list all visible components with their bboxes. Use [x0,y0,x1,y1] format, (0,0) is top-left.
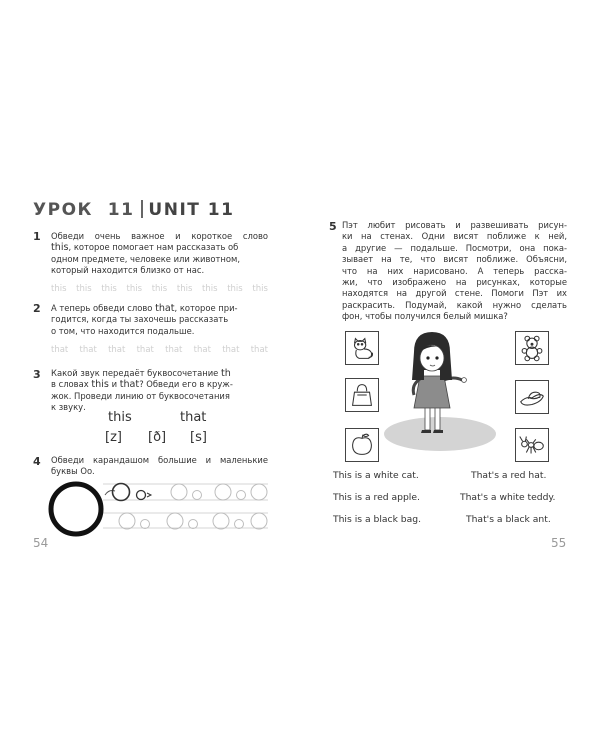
apple-icon [346,429,378,461]
letter-o-practice-svg [45,478,268,540]
cat-picture[interactable] [345,331,379,365]
task-5-line-8: раскрасить. Подумай, какой нужно сделать [342,299,567,310]
task-4-line-2: буквы Oo. [51,466,95,477]
trace-word[interactable]: this [227,284,243,294]
bag-picture[interactable] [345,378,379,412]
sound-z[interactable]: [z] [105,430,122,445]
bag-icon [346,379,378,411]
sentence-red-apple: This is a red apple. [333,492,420,503]
trace-row-that[interactable] [51,345,268,355]
task-2-line-2: годится, когда ты захочешь рассказать [51,314,229,325]
task-3-line-3: жок. Проведи линию от буквосочетания [51,390,230,401]
ant-icon [516,429,548,461]
trace-word[interactable]: that [193,345,211,355]
pat-girl-svg [378,326,498,460]
task-5-line-9: фон, чтобы получился белый мишка? [342,311,508,322]
task-5-line-5: что на них нарисовано. А теперь расска- [342,265,567,276]
task-4-line-1: Обведи карандашом большие и маленькие [51,455,268,465]
task-5-line-4: зывает на те, что висят поближе. Объясни, [342,254,567,265]
task-5-line-7: находятся на другой стене. Помоги Пэт их [342,288,567,299]
keyword-this: this [51,242,69,254]
trace-word[interactable]: this [76,284,92,294]
task-1-line-4: который находится близко от нас. [51,265,205,276]
teddy-bear-picture[interactable] [515,331,549,365]
word-this[interactable]: this [108,410,132,425]
task-5-text [342,220,567,323]
task-5-line-2: ки на стенах. Одни висят поближе к ней, [342,231,567,242]
hat-icon [516,381,548,413]
trace-word[interactable]: this [101,284,117,294]
trace-word[interactable]: that [51,345,69,355]
task-3-line-2: в словах this и that? Обведи его в круж- [51,379,233,391]
page-number-left: 54 [33,536,49,550]
trace-word[interactable]: this [51,284,67,294]
hat-picture[interactable] [515,380,549,414]
keyword-th: th [220,368,231,379]
trace-word[interactable]: that [165,345,183,355]
task-4-text [51,455,268,478]
unit-label: UNIT 11 [148,200,235,220]
lesson-label: УРОК 11 [33,200,135,220]
task-3-line-1: Какой звук передаёт буквосочетание th [51,368,231,379]
task-3-number: 3 [33,368,41,381]
trace-word[interactable]: this [252,284,268,294]
task-2-number: 2 [33,302,41,315]
task-1-line-1: Обведи очень важное и короткое слово [51,231,268,241]
task-1-line-3: одном предмете, человеке или животном, [51,253,241,264]
page-number-right: 55 [551,536,567,550]
cat-icon [346,332,378,364]
word-that[interactable]: that [180,410,207,425]
pat-girl-illustration [378,326,498,460]
task-1-line-2: this, которое помогает нам рассказать об [51,242,239,254]
trace-row-this[interactable] [51,284,268,294]
sentence-white-teddy: That's a white teddy. [460,492,556,503]
task-1-number: 1 [33,230,41,243]
sentence-black-ant: That's a black ant. [466,514,551,525]
trace-word[interactable]: that [250,345,268,355]
task-4-number: 4 [33,455,41,468]
trace-word[interactable]: this [176,284,193,294]
task-5-number: 5 [329,220,337,233]
task-5-line-6: жи, что изображено на рисунках, которые [342,277,567,288]
trace-word[interactable]: this [126,284,143,294]
task-2-text [51,303,268,337]
ant-picture[interactable] [515,428,549,462]
task-5-line-3: а другие — подальше. Посмотри, она пока- [342,242,567,253]
task-1-text [51,231,268,277]
task-2-line-1: А теперь обведи слово that, которое при- [51,303,238,314]
lesson-title [33,200,234,220]
sentence-white-cat: This is a white cat. [333,470,419,481]
trace-word[interactable]: that [222,345,240,355]
apple-picture[interactable] [345,428,379,462]
task-3-text [51,368,268,414]
teddy-bear-icon [516,332,548,364]
trace-word[interactable]: this [151,284,168,294]
keyword-that: that [155,303,175,314]
trace-word[interactable]: this [202,284,218,294]
title-divider [141,200,143,218]
task-5-line-1: Пэт любит рисовать и развешивать рисун- [342,220,567,230]
letter-o-practice-area[interactable] [45,478,268,540]
sentence-black-bag: This is a black bag. [333,514,422,525]
trace-word[interactable]: that [108,345,126,355]
trace-word[interactable]: that [79,345,97,355]
sound-eth[interactable]: [ð] [148,430,167,445]
trace-word[interactable]: that [136,345,154,355]
sound-s[interactable]: [s] [190,430,207,445]
sentence-red-hat: That's a red hat. [471,470,547,481]
task-2-line-3: о том, что находится подальше. [51,325,195,336]
task-3-line-4: к звуку. [51,402,86,413]
